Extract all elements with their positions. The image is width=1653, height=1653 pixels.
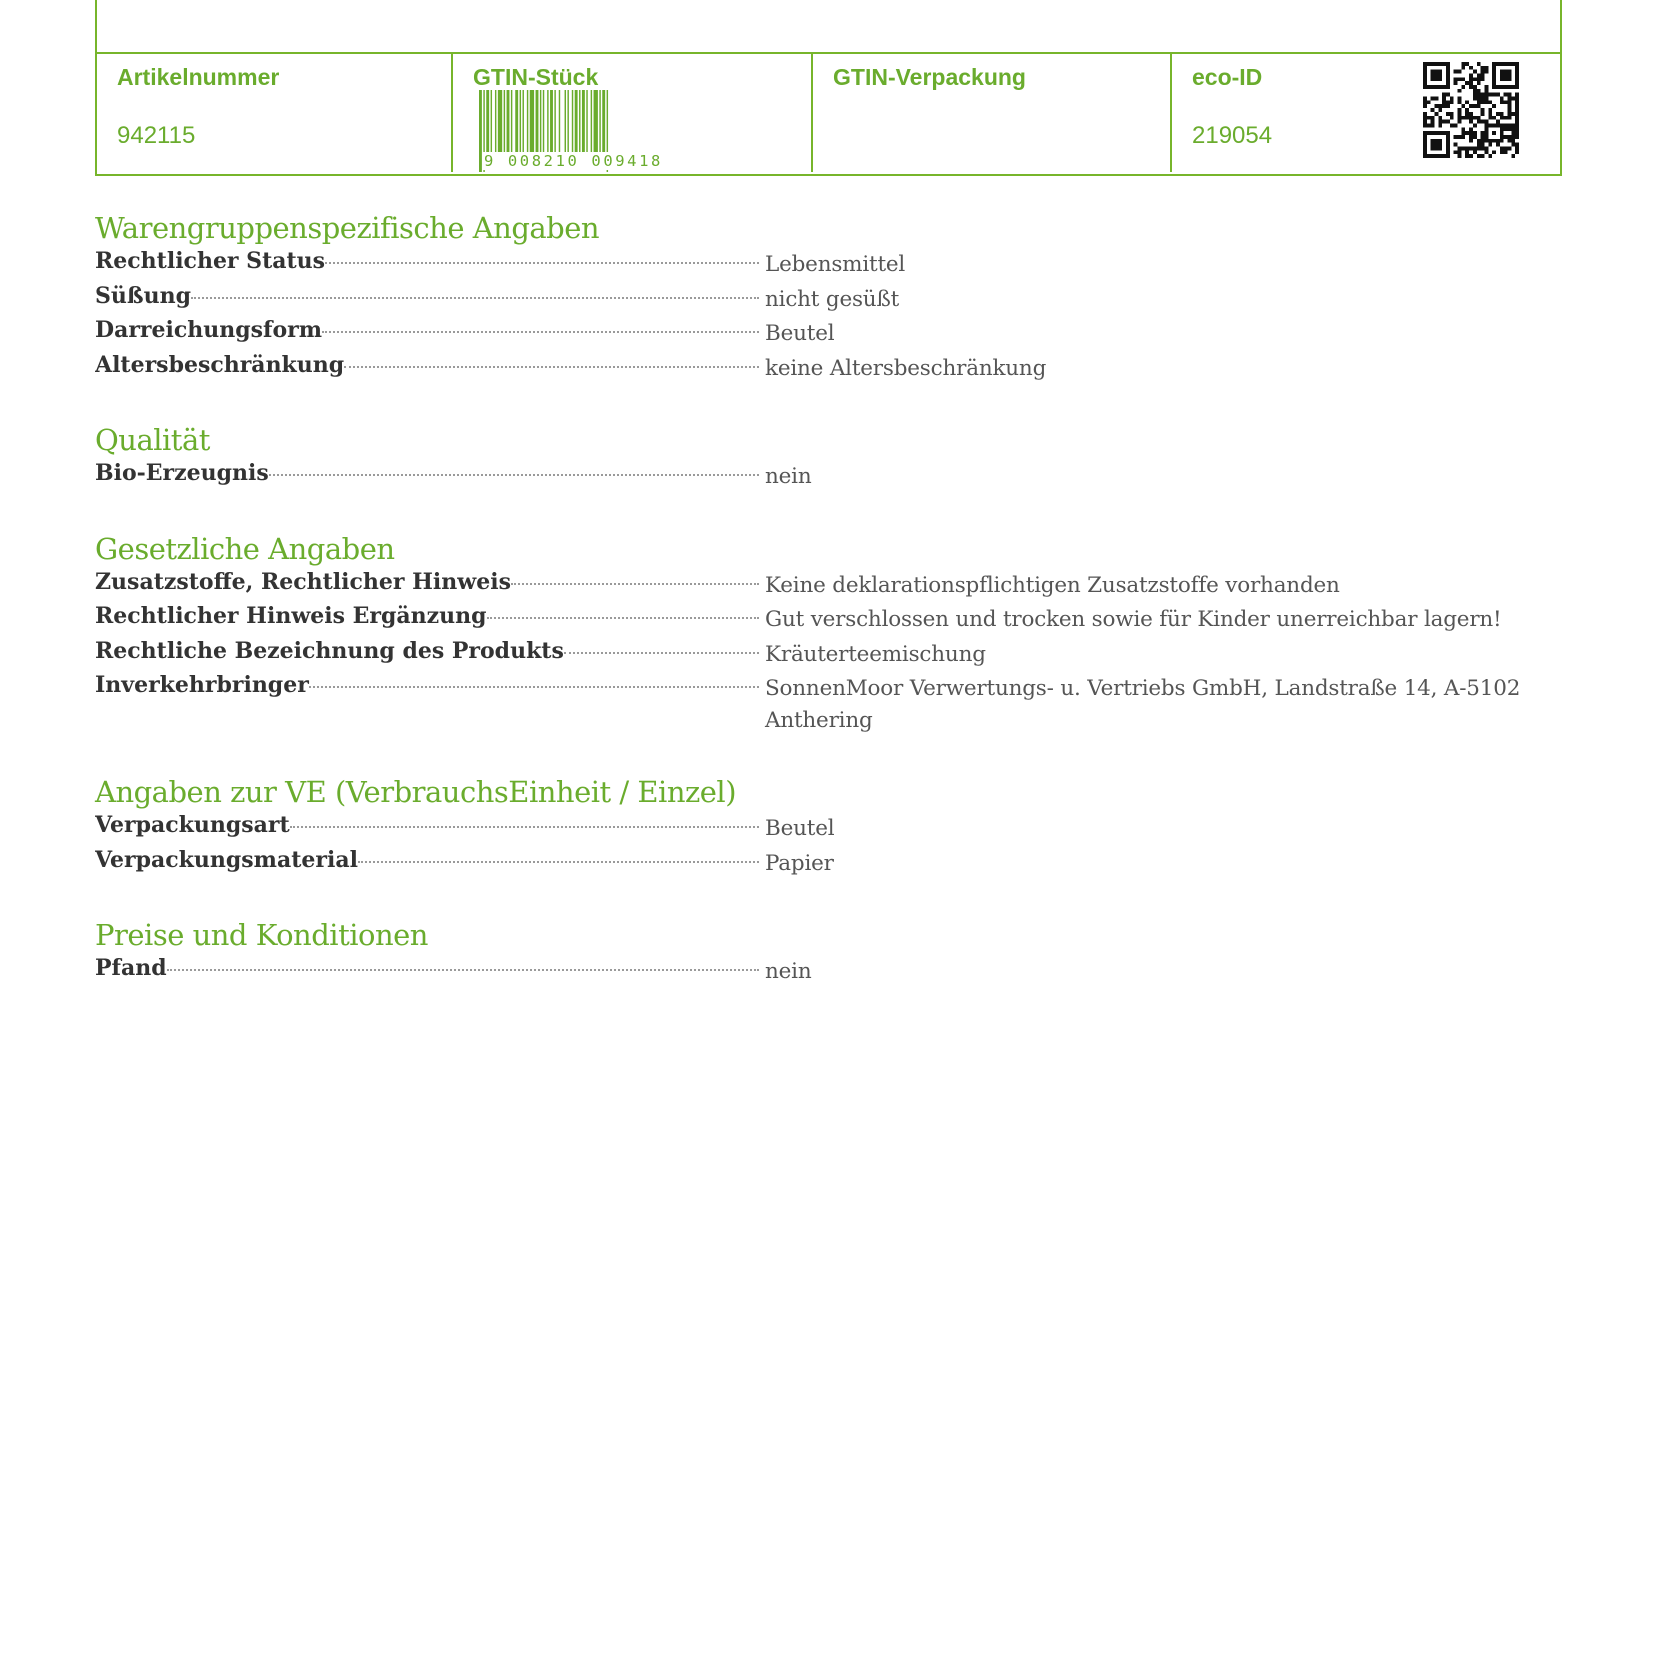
section-title: Gesetzliche Angaben xyxy=(95,531,395,566)
detail-section xyxy=(95,531,1565,737)
detail-row xyxy=(95,810,1565,845)
detail-key-cell xyxy=(95,567,765,599)
detail-value: keine Altersbeschränkung xyxy=(765,355,1047,381)
detail-key: Inverkehrbringer xyxy=(95,672,309,698)
detail-key: Darreichungsform xyxy=(95,317,323,343)
section-rows xyxy=(95,246,1565,384)
gtin-stueck-label: GTIN-Stück xyxy=(473,64,599,90)
detail-key: Rechtliche Bezeichnung des Produkts xyxy=(95,637,564,664)
detail-row xyxy=(95,350,1565,385)
detail-key-cell xyxy=(95,845,765,877)
detail-value: Gut verschlossen und trocken sowie für Kinder unerreichbar lagern! xyxy=(765,607,1502,632)
detail-value: Beutel xyxy=(765,816,835,841)
detail-key: Altersbeschränkung xyxy=(95,351,345,378)
eco-id-value: 219054 xyxy=(1192,122,1273,149)
detail-key-cell xyxy=(95,246,765,278)
detail-key: Pfand xyxy=(95,955,167,981)
detail-key-cell xyxy=(95,670,765,702)
detail-key: Süßung xyxy=(95,282,191,309)
dot-leader xyxy=(269,474,759,476)
detail-row xyxy=(95,458,1565,493)
detail-value: Lebensmittel xyxy=(765,252,906,277)
detail-row xyxy=(95,670,1565,736)
detail-row xyxy=(95,567,1565,602)
dot-leader xyxy=(487,617,759,619)
detail-key: Rechtlicher Status xyxy=(95,248,326,274)
detail-value: nicht gesüßt xyxy=(765,286,900,312)
detail-row xyxy=(95,601,1565,636)
detail-row xyxy=(95,953,1565,988)
detail-key-cell xyxy=(95,350,765,382)
detail-key-cell xyxy=(95,953,765,985)
detail-section xyxy=(95,422,1565,493)
dot-leader xyxy=(344,366,759,368)
dot-leader xyxy=(358,861,759,863)
section-title: Warengruppenspezifische Angaben xyxy=(95,211,600,245)
gtin-stueck-cell xyxy=(453,54,811,172)
detail-row xyxy=(95,246,1565,281)
detail-value: nein xyxy=(765,959,812,984)
detail-key: Rechtlicher Hinweis Ergänzung xyxy=(95,603,487,629)
section-rows xyxy=(95,458,1565,493)
dot-leader xyxy=(167,969,759,971)
section-rows xyxy=(95,953,1565,988)
dot-leader xyxy=(191,297,759,299)
detail-row xyxy=(95,636,1565,671)
detail-value: Beutel xyxy=(765,321,835,346)
detail-value: SonnenMoor Verwertungs- u. Vertriebs GmbH, Landstraße 14, A-5102 Anthering xyxy=(765,676,1521,733)
detail-row xyxy=(95,315,1565,350)
detail-row xyxy=(95,281,1565,316)
gtin-verpackung-cell xyxy=(813,54,1171,172)
dot-leader xyxy=(322,331,759,333)
artikelnummer-cell xyxy=(97,54,447,172)
detail-key-cell xyxy=(95,458,765,490)
section-title: Qualität xyxy=(95,423,210,457)
detail-value: Kräuterteemischung xyxy=(765,641,986,667)
section-rows xyxy=(95,810,1565,879)
detail-key-cell xyxy=(95,601,765,633)
dot-leader xyxy=(564,652,759,654)
product-header-table xyxy=(95,0,1562,176)
detail-section xyxy=(95,210,1565,384)
detail-value: Keine deklarationspflichtigen Zusatzstoffe vorhanden xyxy=(765,572,1340,598)
gtin-verpackung-label: GTIN-Verpackung xyxy=(833,64,1026,90)
artikelnummer-label: Artikelnummer xyxy=(117,64,280,90)
dot-leader xyxy=(325,262,759,264)
detail-section xyxy=(95,774,1565,879)
qr-code-icon xyxy=(1423,62,1519,158)
artikelnummer-value: 942115 xyxy=(117,122,196,149)
dot-leader xyxy=(290,826,759,828)
detail-row xyxy=(95,845,1565,880)
dot-leader xyxy=(309,686,759,688)
product-details xyxy=(95,210,1565,1026)
detail-key: Verpackungsmaterial xyxy=(95,846,358,873)
detail-key-cell xyxy=(95,281,765,313)
dot-leader xyxy=(511,583,759,585)
gtin-barcode-digits: 9 008210 009418 xyxy=(484,152,663,170)
detail-value: Papier xyxy=(765,850,834,876)
detail-key-cell xyxy=(95,810,765,842)
section-title: Preise und Konditionen xyxy=(95,918,428,952)
detail-section xyxy=(95,917,1565,988)
section-title: Angaben zur VE (VerbrauchsEinheit / Einzel) xyxy=(95,775,737,809)
detail-key: Bio-Erzeugnis xyxy=(95,460,269,486)
detail-key-cell xyxy=(95,636,765,668)
detail-key-cell xyxy=(95,315,765,347)
detail-value: nein xyxy=(765,464,812,489)
eco-id-label: eco-ID xyxy=(1192,64,1263,90)
detail-key: Zusatzstoffe, Rechtlicher Hinweis xyxy=(95,568,511,595)
detail-key: Verpackungsart xyxy=(95,812,290,838)
section-rows xyxy=(95,567,1565,737)
